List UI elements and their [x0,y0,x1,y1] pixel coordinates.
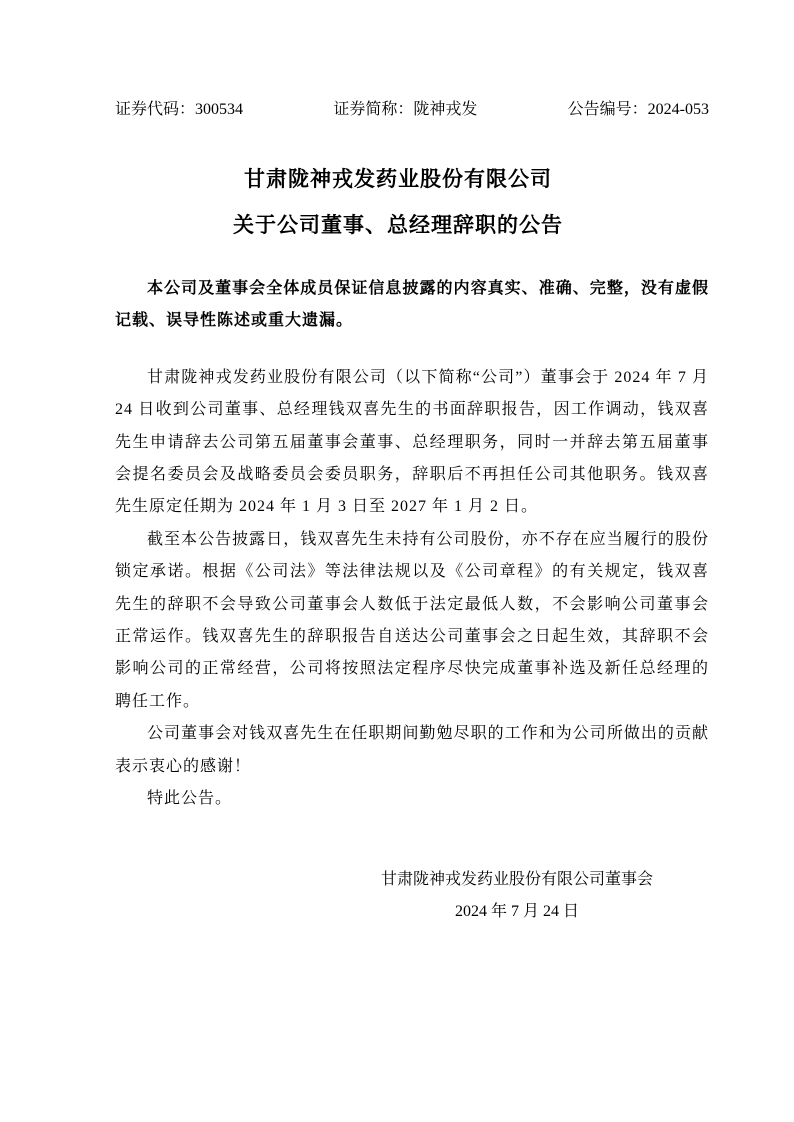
signature-block [381,864,653,929]
document-title-line2: 关于公司董事、总经理辞职的公告 [233,213,563,237]
securities-header-row [115,98,709,122]
document-title [101,156,695,248]
disclosure-statement: 本公司及董事会全体成员保证信息披露的内容真实、准确、完整，没有虚假记载、误导性陈述或重大遗漏。 [115,280,709,330]
stock-code: 证券代码：300534 [115,101,244,118]
signature-date: 2024 年 7 月 24 日 [454,902,579,920]
paragraph-resignation-notice: 甘肃陇神戎发药业股份有限公司（以下简称“公司”）董事会于 2024 年 7 月 24 日收到公司董事、总经理钱双喜先生的书面辞职报告，因工作调动，钱双喜先生申请辞去公司第五届董事会董事、总经理职务，同时一并辞去第五届董事会提名委员会及战略委员会委员职务，辞职后不再担任公司其他职务。钱双喜先生原定任期为 2024 年 1 月 3 日至 2027 年 1 月 2 日。 [115,368,709,516]
paragraph-gratitude: 公司董事会对钱双喜先生在任职期间勤勉尽职的工作和为公司所做出的贡献表示衷心的感谢！ [115,725,709,775]
signature-company: 甘肃陇神戎发药业股份有限公司董事会 [380,870,653,888]
stock-short-name: 证券简称：陇神戎发 [333,101,478,118]
document-title-line1: 甘肃陇神戎发药业股份有限公司 [244,167,552,191]
paragraph-shareholding-impact: 截至本公告披露日，钱双喜先生未持有公司股份，亦不存在应当履行的股份锁定承诺。根据《公司法》等法律法规以及《公司章程》的有关规定，钱双喜先生的辞职不会导致公司董事会人数低于法定最低人数，不会影响公司董事会正常运作。钱双喜先生的辞职报告自送达公司董事会之日起生效，其辞职不会影响公司的正常经营，公司将按照法定程序尽快完成董事补选及新任总经理的聘任工作。 [115,530,709,710]
paragraph-hereby-announced: 特此公告。 [147,790,233,808]
announcement-number: 公告编号：2024-053 [567,101,709,118]
